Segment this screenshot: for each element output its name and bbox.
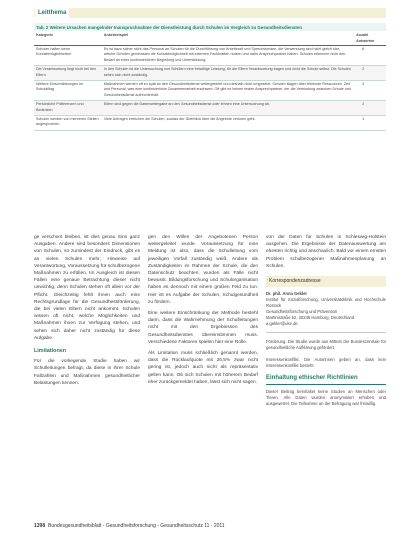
example-cell: Es ist dazu sicher nicht das Personal an Schulen für die Durchführung von Arbeitszeit und Sprechstunden, die Verwendung sind nicht gleich klar, welche Schulen gemeinsam die Kontaktmöglichkeit mit externen Fachkräften nutzen und dafür Ansprechpartner haben. Schulen erkennen nicht den Bedarf an einer kontinuierlichen Begleitung und Unterstützung. [102, 46, 354, 66]
table-row [34, 101, 386, 116]
category-cell: Die Verantwortung liegt nicht bei den Eltern [34, 66, 102, 81]
conflict-note: Interessenkonflikt. Die Autorinnen geben an, dass kein Interessenkonflikt besteht. [266, 357, 386, 369]
body-paragraph: Als Limitation muss schließlich genannt werden, dass die Rücklaufquote mit 26,5% zwar nicht gering ist, jedoch auch nicht als repräsentativ gelten kann. Ob sich Schulen mit höherem Bedarf eher zurückgemeldet haben, lässt sich nicht sagen. [148, 351, 258, 385]
count-cell: 2 [354, 66, 386, 81]
section-header-bar [34, 8, 386, 18]
table-header-row [34, 31, 386, 45]
example-cell: Eltern sind gegen die Datenweitergabe an den Gesundheitsdienst oder lehnen eine Untersuchung ab. [102, 101, 354, 116]
category-cell: Schulen werden von mehreren Stellen angesprochen [34, 116, 102, 131]
body-paragraph: Für die vorliegende Studie haben wir Schulleitungen befragt, da diese in ihrer Schule Fallzahlen und Maßnahmen gesundheitlicher Belastungen kennen. [34, 359, 140, 386]
table-row [34, 46, 386, 66]
column-header: Kategorie [34, 31, 102, 45]
count-cell: 6 [354, 46, 386, 66]
category-cell: Weitere Einschränkungen im Schulalltag [34, 81, 102, 101]
count-cell: 2 [354, 101, 386, 116]
count-cell: 3 [354, 81, 386, 101]
address-line: Institut für Sozialforschung, Universitätsklinik und Hochschule Rostock [266, 297, 386, 309]
address-line: Gesundheitsforschung und Prävention [266, 309, 338, 315]
section-label: Leitthema [35, 8, 69, 18]
page-number: 1398 [34, 523, 46, 529]
page-footer [34, 521, 386, 531]
table-caption: Tab. 2 Weitere Ursachen mangelnder Inanspruchnahme der Dienstleistung durch Schulen im Vergleich zu Gesundheitsdiensten [34, 23, 386, 31]
text-column-left [34, 234, 140, 391]
example-cell: Viele Anfragen erreichen die Schulen, sodass der Überblick über die Angebote verloren geht. [102, 116, 354, 131]
example-cell: Maßnahmen werden oft zu spät an den Gesundheitsdienst weitergeleitet und deshalb nicht umgesetzt. Schulen klagen über fehlende Ressourcen, Zeit und Personal, was eine kontinuierliche Zusammenarbeit erschwert. Oft gibt es keinen festen Ansprechpartner, der die Verbindung zwischen Schule und Gesundheitsdienst aufrechterhält. [102, 81, 354, 101]
column-header: Anzahl Antworten [354, 31, 386, 45]
data-table [34, 23, 386, 131]
column-header: Ankerbeispiel [102, 31, 354, 45]
body-paragraph: ge verschont bleiben, ist dies genau Sinn ganz Ausgaben. Andere sind besonders Dimensionen von Schulen, so zumindest der Eindruck, gibt es an vielen Schulen mehr, Hinweise auf Verantwortung, Voraussetzung für schulbezogene Maßnahmen zu erfüllen. Im Ausgleich ist diesen Fällen eine genaue Betrachtung dieser nicht unwichtig, denn Schulen stehen oft allein vor der Pflicht. Gleichzeitig fehlt ihnen auch eine Rechtsgrundlage für die Gesundheitsförderung, die bei vielen Eltern nicht ankommt. Schulen wissen oft nicht, welche Möglichkeiten und Maßnahmen ihnen zur Verfügung stehen, und sehen sich daher nicht zuständig für diese Aufgabe. [34, 235, 140, 341]
body-paragraph: Eine weitere Einschränkung der Methode besteht darin, dass die Wahrnehmung der Schulleitungen nicht mit den Ergebnissen des Gesundheitsdienstes übereinstimmen muss. Verschiedene Faktoren spielen hier eine Rolle. [148, 311, 258, 345]
subsection-heading: Limitationen [34, 348, 67, 355]
example-cell: In den Schulen ist die Untersuchung von Schülern eine freiwillige Leistung, für die Eltern Verantwortung tragen und nicht die Schule selbst. Die Schulen sehen sich nicht zuständig. [102, 66, 354, 81]
ethics-text: Dieser Beitrag beinhaltet keine Studien an Menschen oder Tieren. Alle Daten wurden anonymisiert erhoben und ausgewertet. Die Teilnahme an der Befragung war freiwillig. [266, 389, 386, 407]
body-paragraph: von der Daten für Schulen in Schleswig-Holstein ausgehen. Die Ergebnisse der Datenauswertung am ehesten richtig und anschaulich. Bald vor einem ernsten Problem schulbezogener Maßnahmenplanung an Schulen. [266, 235, 386, 269]
ethics-divider [266, 384, 386, 385]
table-row [34, 116, 386, 131]
author-name: Dr. phil. Anna Gekler [266, 291, 308, 297]
category-cell: Persönliche Präferenzen und Bedenken [34, 101, 102, 116]
category-cell: Schulen halten keine Kontaktmöglichkeiten [34, 46, 102, 66]
correspondence-address [266, 291, 386, 327]
count-cell: 1 [354, 116, 386, 131]
body-paragraph: gen den Willen der Angebotenen Person weitergeleitet wurde. Voraussetzung für eine Meldung ist also, dass die Schulleitung vom jeweiligen Vorfall zuständig weiß. Andere als Zuständigkeiten im Rahmen der Schule, die den Datenschutz beachten, wurden als Fälle nicht bewusst. Bildungsforschung und Schulorganisation haben es dennoch mit einem großen Feld zu tun. Hier ist es Aufgabe der Schulen, Schulgesundheit zu fördern. [148, 235, 258, 305]
text-column-right [266, 234, 386, 407]
address-line: Martinistraße 52, 20246 Hamburg, Deutschland [266, 315, 355, 321]
results-table [34, 31, 386, 131]
divider [266, 332, 386, 333]
journal-citation: Bundesgesundheitsblatt - Gesundheitsforschung - Gesundheitsschutz 11 · 2011 [48, 523, 225, 529]
table-row [34, 66, 386, 81]
ethics-heading: Einhaltung ethischer Richtlinien [266, 375, 358, 382]
text-column-middle [148, 234, 258, 390]
email-link[interactable]: a.gekler@uke.de [266, 321, 298, 327]
table-row [34, 81, 386, 101]
funding-note: Förderung. Die Studie wurde aus Mitteln der Bundeszentrale für gesundheitliche Aufklärung gefördert. [266, 339, 386, 351]
correspondence-heading: Korrespondenzadresse [266, 276, 386, 287]
